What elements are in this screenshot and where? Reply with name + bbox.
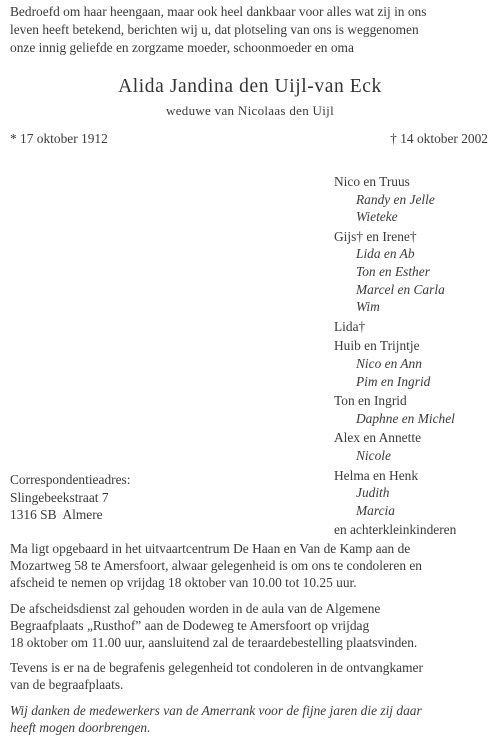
family-child: Wim	[356, 299, 380, 315]
family-parents: Gijs† en Irene†	[334, 228, 417, 244]
family-closing: en achterkleinkinderen	[334, 522, 457, 538]
paragraph-line: van de begraafplaats.	[10, 677, 124, 693]
paragraph-line: Ma ligt opgebaard in het uitvaartcentrum De Haan en Van de Kamp aan de	[10, 541, 411, 556]
deceased-name: Alida Jandina den Uijl-van Eck	[118, 76, 382, 97]
address-label: Correspondentieadres:	[10, 472, 131, 487]
paragraph-line: Mozartweg 58 te Amersfoort, alwaar gelegenheid is om ons te condoleren en	[10, 558, 422, 574]
intro-line: Bedroefd om haar heengaan, maar ook heel dankbaar voor alles wat zij in ons	[10, 4, 427, 19]
family-parents: Alex en Annette	[334, 430, 422, 446]
family-parents: Huib en Trijntje	[334, 338, 420, 354]
family-child: Lida en Ab	[356, 246, 415, 262]
family-child: Ton en Esther	[356, 263, 430, 279]
family-child: Judith	[356, 485, 390, 501]
paragraph-line: Wij danken de medewerkers van de Amerrank voor de fijne jaren die zij daar	[10, 702, 422, 718]
family-child: Marcel en Carla	[356, 281, 445, 297]
birth-date: * 17 oktober 1912	[10, 131, 108, 146]
family-parents: Nico en Truus	[334, 174, 410, 189]
family-group	[334, 392, 456, 427]
family-child: Nico en Ann	[356, 355, 422, 371]
address-city: 1316 SB Almere	[10, 507, 103, 523]
family-child: Daphne en Michel	[356, 410, 455, 426]
family-list	[334, 173, 456, 539]
intro-line: onze innig geliefde en zorgzame moeder, schoonmoeder en oma	[10, 40, 354, 55]
paragraph-line: afscheid te nemen op vrijdag 18 oktober van 10.00 tot 10.25 uur.	[10, 575, 357, 591]
paragraph-line: De afscheidsdienst zal gehouden worden in de aula van de Algemene	[10, 600, 381, 616]
correspondence-address	[10, 471, 130, 524]
paragraph-line: heeft mogen doorbrengen.	[10, 719, 151, 735]
family-group	[334, 337, 456, 390]
paragraph-line: Tevens is er na de begrafenis gelegenheid tot condoleren in de ontvangkamer	[10, 660, 423, 676]
address-street: Slingebeekstraat 7	[10, 489, 109, 505]
family-group	[334, 429, 456, 464]
paragraph-line: 18 oktober om 11.00 uur, aansluitend zal de teraardebestelling plaatsvinden.	[10, 635, 418, 651]
family-parents: Lida†	[334, 318, 366, 334]
family-group	[334, 467, 456, 520]
intro-line: leven heeft betekend, berichten wij u, dat plotseling van ons is weggenomen	[10, 22, 419, 37]
arrangements-text	[10, 540, 490, 744]
family-group	[334, 228, 456, 316]
family-child: Randy en Jelle	[356, 191, 435, 207]
family-child: Nicole	[356, 447, 391, 463]
family-parents: Helma en Henk	[334, 467, 419, 483]
family-child: Pim en Ingrid	[356, 373, 431, 389]
family-child: Marcia	[356, 502, 395, 518]
paragraph-viewing	[10, 540, 490, 592]
paragraph-condolences	[10, 659, 490, 693]
family-group	[334, 318, 456, 336]
family-parents: Ton en Ingrid	[334, 393, 407, 409]
deceased-subtitle: weduwe van Nicolaas den Uijl	[166, 103, 334, 118]
intro-text	[10, 3, 492, 57]
family-group	[334, 173, 456, 226]
paragraph-line: Begraafplaats „Rusthof” aan de Dodeweg te Amersfoort op vrijdag	[10, 617, 370, 633]
paragraph-thanks	[10, 702, 490, 736]
paragraph-service	[10, 600, 490, 652]
family-child: Wieteke	[356, 209, 398, 225]
death-date: † 14 oktober 2002	[390, 131, 488, 146]
